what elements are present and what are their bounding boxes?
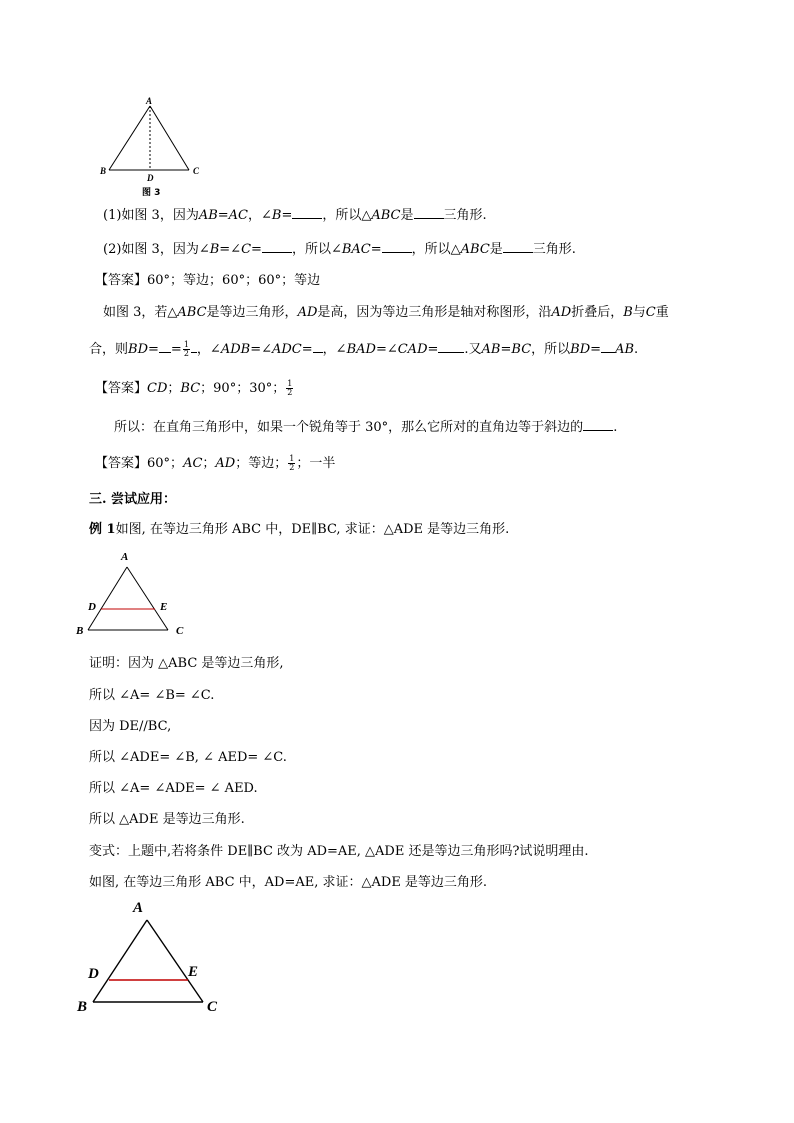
ex1-label-c: C [176, 625, 184, 637]
var-label-d: D [88, 966, 99, 982]
var-side-ab [93, 920, 147, 1002]
ex1-label-a: A [121, 551, 129, 563]
fig3-label-c: C [193, 166, 200, 176]
fraction-half: $\frac{1}{2}$ [287, 379, 293, 397]
ex1-label-e: E [160, 601, 168, 613]
var-label-e: E [188, 964, 199, 980]
fig3-label-d: D [147, 173, 154, 183]
variant-question-2: 如图, 在等边三角形 ABC 中，AD=AE, 求证：△ADE 是等边三角形. [89, 875, 488, 890]
ex1-label-d: D [88, 601, 96, 613]
answer-1: 【答案】60°；等边；60°；60°；等边 [95, 273, 321, 288]
proof-line-3: 因为 DE//BC, [89, 719, 172, 734]
fig3-label-b: B [100, 166, 107, 176]
example-1: 例 1如图, 在等边三角形 ABC 中，DE∥BC, 求证：△ADE 是等边三角形. [89, 522, 510, 537]
fig3-label-a: A [146, 96, 153, 106]
answer-3: 【答案】60°；AC；AD；等边； $\frac{1}{2}$ ；一半 [95, 454, 336, 472]
question-1: (1)如图 3，因为AB=AC，∠B= ，所以△ABC是 三角形. [103, 208, 487, 223]
answer-2: 【答案】CD；BC；90°；30°； $\frac{1}{2}$ [95, 379, 293, 397]
fraction-half: $\frac{1}{2}$ [289, 454, 295, 472]
proof-line-6: 所以 △ADE 是等边三角形. [89, 812, 245, 827]
var-label-c: C [207, 999, 218, 1015]
paragraph-2: 所以：在直角三角形中，如果一个锐角等于 30°，那么它所对的直角边等于斜边的 . [114, 420, 618, 435]
section-title: 三. 尝试应用： [89, 492, 177, 507]
ex1-label-b: B [76, 625, 84, 637]
fig3-caption: 图 3 [142, 188, 161, 198]
question-2: (2)如图 3，因为∠B=∠C= ，所以∠BAC= ，所以△ABC是 三角形. [103, 242, 576, 257]
fraction-half: $\frac{1}{2}$ [183, 340, 189, 358]
proof-line-1: 证明：因为 △ABC 是等边三角形, [89, 656, 284, 671]
var-label-a: A [133, 900, 144, 916]
proof-line-2: 所以 ∠A= ∠B= ∠C. [89, 688, 215, 703]
proof-line-5: 所以 ∠A= ∠ADE= ∠ AED. [89, 781, 258, 796]
var-label-b: B [77, 999, 88, 1015]
proof-line-4: 所以 ∠ADE= ∠B, ∠ AED= ∠C. [89, 750, 287, 765]
var-side-ac [147, 920, 203, 1002]
variant-question: 变式：上题中,若将条件 DE∥BC 改为 AD=AE, △ADE 还是等边三角形吗?试说明理由. [89, 844, 589, 859]
paragraph-1-line-2: 合，则BD= = $\frac{1}{2}$ ，∠ADB=∠ADC= ，∠BAD=∠CAD= .又AB=BC，所以BD= AB. [89, 340, 639, 358]
paragraph-1-line-1: 如图 3，若△ABC是等边三角形，AD是高，因为等边三角形是轴对称图形，沿AD折叠后，B与C重 [103, 305, 669, 320]
